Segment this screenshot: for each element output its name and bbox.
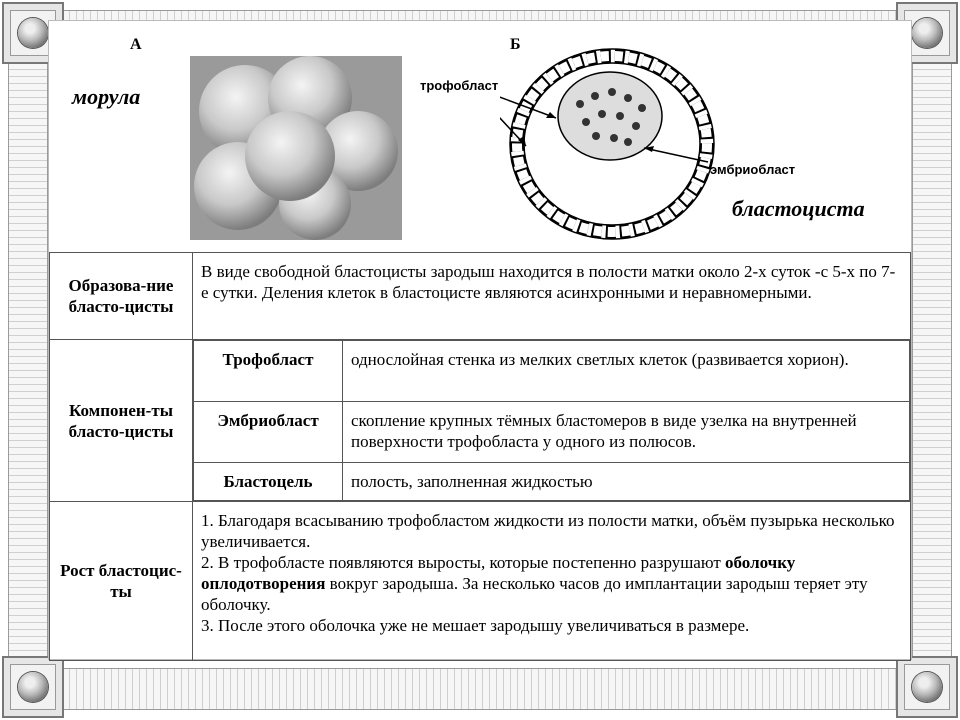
component-desc-blastocoel: полость, заполненная жидкостью (343, 463, 910, 501)
frame-corner-bottom-right (896, 656, 958, 718)
components-table (193, 340, 910, 501)
growth-point-2-start: 2. В трофобласте появляются выросты, которые постепенно разрушают (201, 553, 726, 572)
growth-point-2 (201, 552, 902, 615)
table-row (194, 463, 910, 501)
table-row (50, 253, 911, 340)
component-name-blastocoel: Бластоцель (194, 463, 343, 501)
component-desc-trophoblast: однослойная стенка из мелких светлых клеток (развивается хорион). (343, 341, 910, 402)
corner-knob-icon (912, 18, 942, 48)
trophoblast-pointer-label: трофобласт (420, 78, 499, 93)
table-row (50, 502, 911, 661)
embryoblast-pointer-label: эмбриобласт (710, 162, 796, 177)
panel-b-letter: Б (510, 36, 521, 53)
morula-illustration (190, 56, 402, 240)
formation-text: В виде свободной бластоцисты зародыш находится в полости матки около 2-х суток -с 5-х по 7-е сутки. Деления клеток в бластоцисте являются асинхронными и неравномерными. (193, 253, 911, 340)
blastocyst-caption: бластоциста (732, 196, 865, 221)
frame-left-rail (8, 62, 48, 658)
frame-right-rail (912, 62, 952, 658)
table-row (194, 341, 910, 402)
row-header-formation: Образова-ние бласто-цисты (50, 253, 193, 340)
morula-caption: морула (72, 84, 141, 109)
row-header-growth: Рост бластоцис-ты (50, 502, 193, 661)
growth-point-1: 1. Благодаря всасыванию трофобластом жидкости из полости матки, объём пузырька несколько увеличивается. (201, 511, 895, 551)
components-cell (193, 340, 911, 502)
frame-corner-bottom-left (2, 656, 64, 718)
growth-text (193, 502, 911, 661)
corner-knob-icon (912, 672, 942, 702)
component-name-trophoblast: Трофобласт (194, 341, 343, 402)
growth-point-2-end: вокруг зародыша. За несколько часов до имплантации зародыш теряет эту оболочку. (201, 574, 868, 614)
table-row (194, 402, 910, 463)
corner-knob-icon (18, 672, 48, 702)
growth-point-3: 3. После этого оболочка уже не мешает зародышу увеличиваться в размере. (201, 616, 750, 635)
corner-knob-icon (18, 18, 48, 48)
row-header-components: Компонен-ты бласто-цисты (50, 340, 193, 502)
blastocyst-info-table (49, 252, 911, 661)
table-row (50, 340, 911, 502)
panel-a-letter: А (130, 36, 142, 53)
blastocyst-diagram (500, 44, 720, 240)
fertilization-membrane-term: оболочку оплодотворения (201, 553, 796, 593)
component-name-embryoblast: Эмбриобласт (194, 402, 343, 463)
component-desc-embryoblast: скопление крупных тёмных бластомеров в виде узелка на внутренней поверхности трофобласта у одного из полюсов. (343, 402, 910, 463)
frame-bottom-rail (62, 668, 898, 710)
